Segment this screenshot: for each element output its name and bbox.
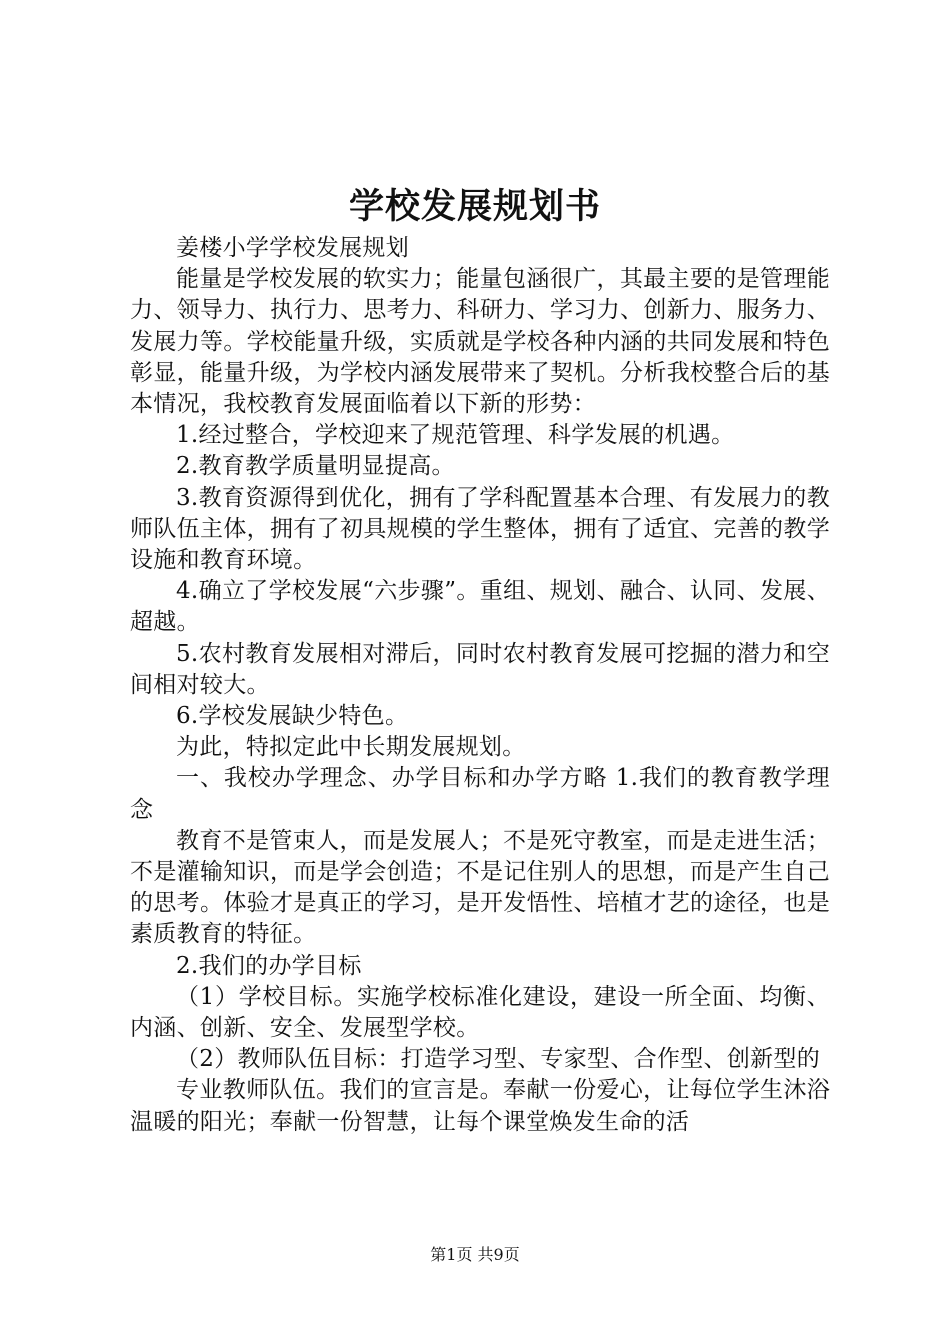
paragraph: 1.经过整合，学校迎来了规范管理、科学发展的机遇。	[176, 422, 735, 449]
paragraph: （1）学校目标。实施学校标准化建设，建设一所全面、均衡、内涵、创新、安全、发展型学校。	[130, 983, 830, 1042]
paragraph: 6.学校发展缺少特色。	[176, 703, 409, 730]
paragraph: 一、我校办学理念、办学目标和办学方略 1.我们的教育教学理念	[130, 765, 830, 823]
page-number-footer: 第1页 共9页	[430, 1245, 520, 1264]
paragraph: 3.教育资源得到优化，拥有了学科配置基本合理、有发展力的教师队伍主体，拥有了初具规模的学生整体，拥有了适宜、完善的教学设施和教育环境。	[130, 484, 830, 574]
paragraph: 2.我们的办学目标	[176, 952, 362, 979]
paragraph: 能量是学校发展的软实力；能量包涵很广，其最主要的是管理能力、领导力、执行力、思考力、科研力、学习力、创新力、服务力、发展力等。学校能量升级，实质就是学校各种内涵的共同发展和特色彰显，能量升级，为学校内涵发展带来了契机。分析我校整合后的基本情况，我校教育发展面临着以下新的形势：	[130, 266, 830, 418]
paragraph: 为此，特拟定此中长期发展规划。	[176, 734, 526, 761]
paragraph: 教育不是管束人，而是发展人；不是死守教室，而是走进生活；不是灌输知识，而是学会创造；不是记住别人的思想，而是产生自己的思考。体验才是真正的学习，是开发悟性、培植才艺的途径，也是素质教育的特征。	[130, 827, 830, 948]
paragraph: 2.教育教学质量明显提高。	[176, 453, 455, 480]
document-body	[130, 233, 830, 1138]
paragraph: 专业教师队伍。我们的宣言是。奉献一份爱心，让每位学生沐浴温暖的阳光；奉献一份智慧，让每个课堂焕发生命的活	[130, 1077, 830, 1135]
document-title: 学校发展规划书	[348, 186, 601, 227]
paragraph: 4.确立了学校发展“六步骤”。重组、规划、融合、认同、发展、超越。	[130, 578, 830, 636]
paragraph: （2）教师队伍目标：打造学习型、专家型、合作型、创新型的	[176, 1046, 821, 1073]
paragraph: 姜楼小学学校发展规划	[176, 235, 409, 261]
paragraph: 5.农村教育发展相对滞后，同时农村教育发展可挖掘的潜力和空间相对较大。	[130, 640, 830, 698]
